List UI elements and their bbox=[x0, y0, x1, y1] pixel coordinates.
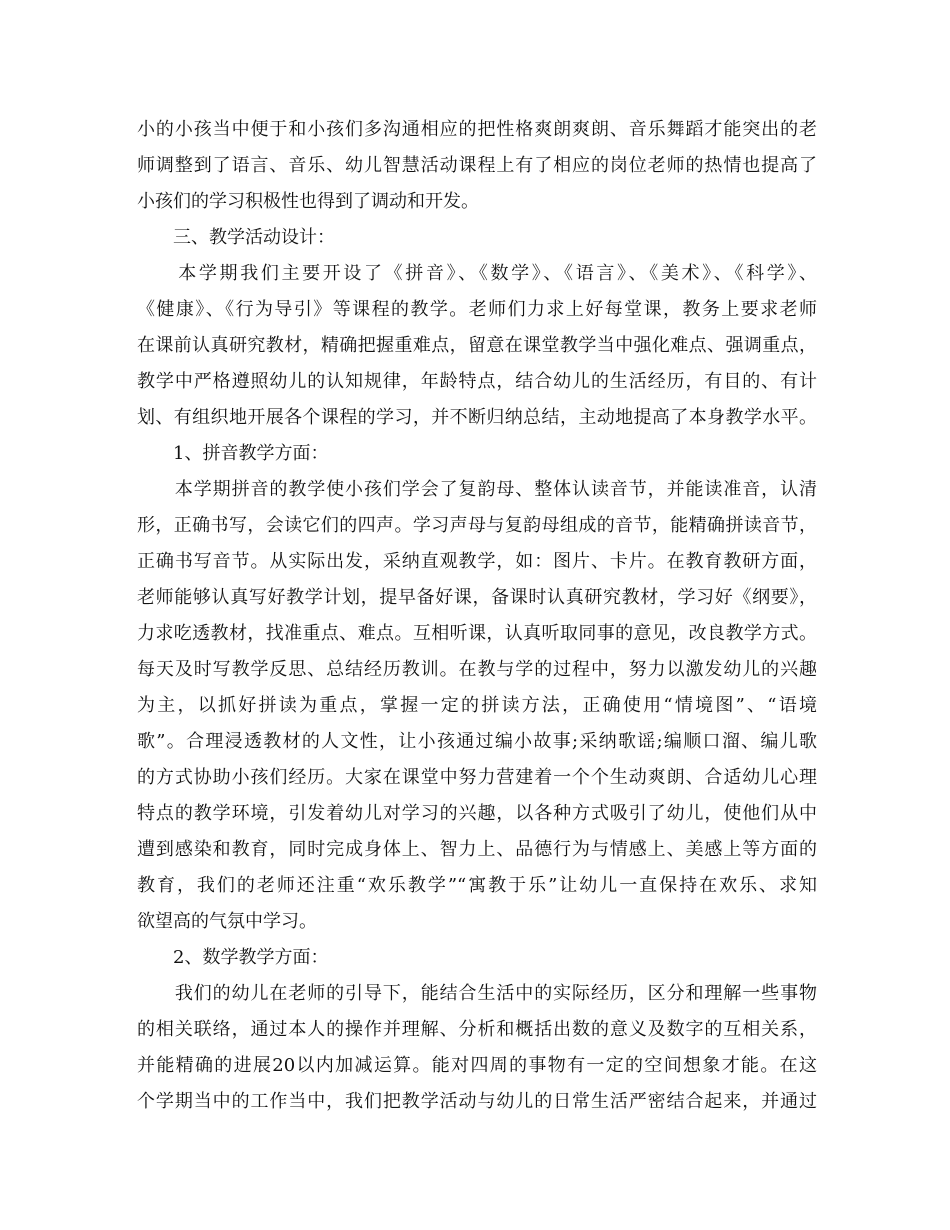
text-line: 小孩们的学习积极性也得到了调动和开发。 bbox=[137, 191, 479, 212]
text-line: 小的小孩当中便于和小孩们多沟通相应的把性格爽朗爽朗、音乐舞蹈才能突出的老 bbox=[137, 119, 817, 140]
text-line: 欲望高的气氛中学习。 bbox=[137, 911, 317, 932]
text-line: 力求吃透教材，找准重点、难点。互相听课，认真听取同事的意见，改良教学方式。 bbox=[137, 623, 817, 644]
section-heading: 2、数学教学方面： bbox=[137, 947, 329, 968]
text-line: 教学中严格遵照幼儿的认知规律，年龄特点，结合幼儿的生活经历，有目的、有计 bbox=[137, 371, 817, 392]
text-line: 老师能够认真写好教学计划，提早备好课，备课时认真研究教材，学习好《纲要》， bbox=[137, 587, 817, 608]
section-heading: 三、教学活动设计： bbox=[137, 227, 335, 248]
text-line: 本学期拼音的教学使小孩们学会了复韵母、整体认读音节，并能读准音，认清 bbox=[137, 479, 817, 500]
text-line: 本学期我们主要开设了《拼音》、《数学》、《语言》、《美术》、《科学》、 bbox=[137, 263, 817, 284]
text-line: 正确书写音节。从实际出发，采纳直观教学，如：图片、卡片。在教育教研方面， bbox=[137, 551, 817, 572]
text-line: 歌”。合理浸透教材的人文性，让小孩通过编小故事;采纳歌谣;编顺口溜、编儿歌 bbox=[137, 731, 817, 752]
text-line: 《健康》、《行为导引》等课程的教学。老师们力求上好每堂课，教务上要求老师 bbox=[137, 299, 817, 320]
text-line: 并能精确的进展20以内加减运算。能对四周的事物有一定的空间想象才能。在这 bbox=[137, 1055, 817, 1076]
text-line: 特点的教学环境，引发着幼儿对学习的兴趣，以各种方式吸引了幼儿，使他们从中 bbox=[137, 803, 817, 824]
text-line: 每天及时写教学反思、总结经历教训。在教与学的过程中，努力以激发幼儿的兴趣 bbox=[137, 659, 817, 680]
text-line: 我们的幼儿在老师的引导下，能结合生活中的实际经历，区分和理解一些事物 bbox=[137, 983, 817, 1004]
text-line: 在课前认真研究教材，精确把握重难点，留意在课堂教学当中强化难点、强调重点， bbox=[137, 335, 817, 356]
document-body bbox=[137, 112, 817, 1120]
text-line: 为主，以抓好拼读为重点，掌握一定的拼读方法，正确使用“情境图”、“语境 bbox=[137, 695, 817, 716]
section-heading: 1、拼音教学方面： bbox=[137, 443, 329, 464]
text-line: 个学期当中的工作当中，我们把教学活动与幼儿的日常生活严密结合起来，并通过 bbox=[137, 1091, 817, 1112]
text-line: 师调整到了语言、音乐、幼儿智慧活动课程上有了相应的岗位老师的热情也提高了 bbox=[137, 155, 817, 176]
text-line: 形，正确书写，会读它们的四声。学习声母与复韵母组成的音节，能精确拼读音节， bbox=[137, 515, 817, 536]
text-line: 的方式协助小孩们经历。大家在课堂中努力营建着一个个生动爽朗、合适幼儿心理 bbox=[137, 767, 817, 788]
text-line: 教育，我们的老师还注重“欢乐教学”“寓教于乐”让幼儿一直保持在欢乐、求知 bbox=[137, 875, 817, 896]
text-line: 的相关联络，通过本人的操作并理解、分析和概括出数的意义及数字的互相关系， bbox=[137, 1019, 817, 1040]
text-line: 划、有组织地开展各个课程的学习，并不断归纳总结，主动地提高了本身教学水平。 bbox=[137, 407, 817, 428]
text-line: 遭到感染和教育，同时完成身体上、智力上、品德行为与情感上、美感上等方面的 bbox=[137, 839, 817, 860]
